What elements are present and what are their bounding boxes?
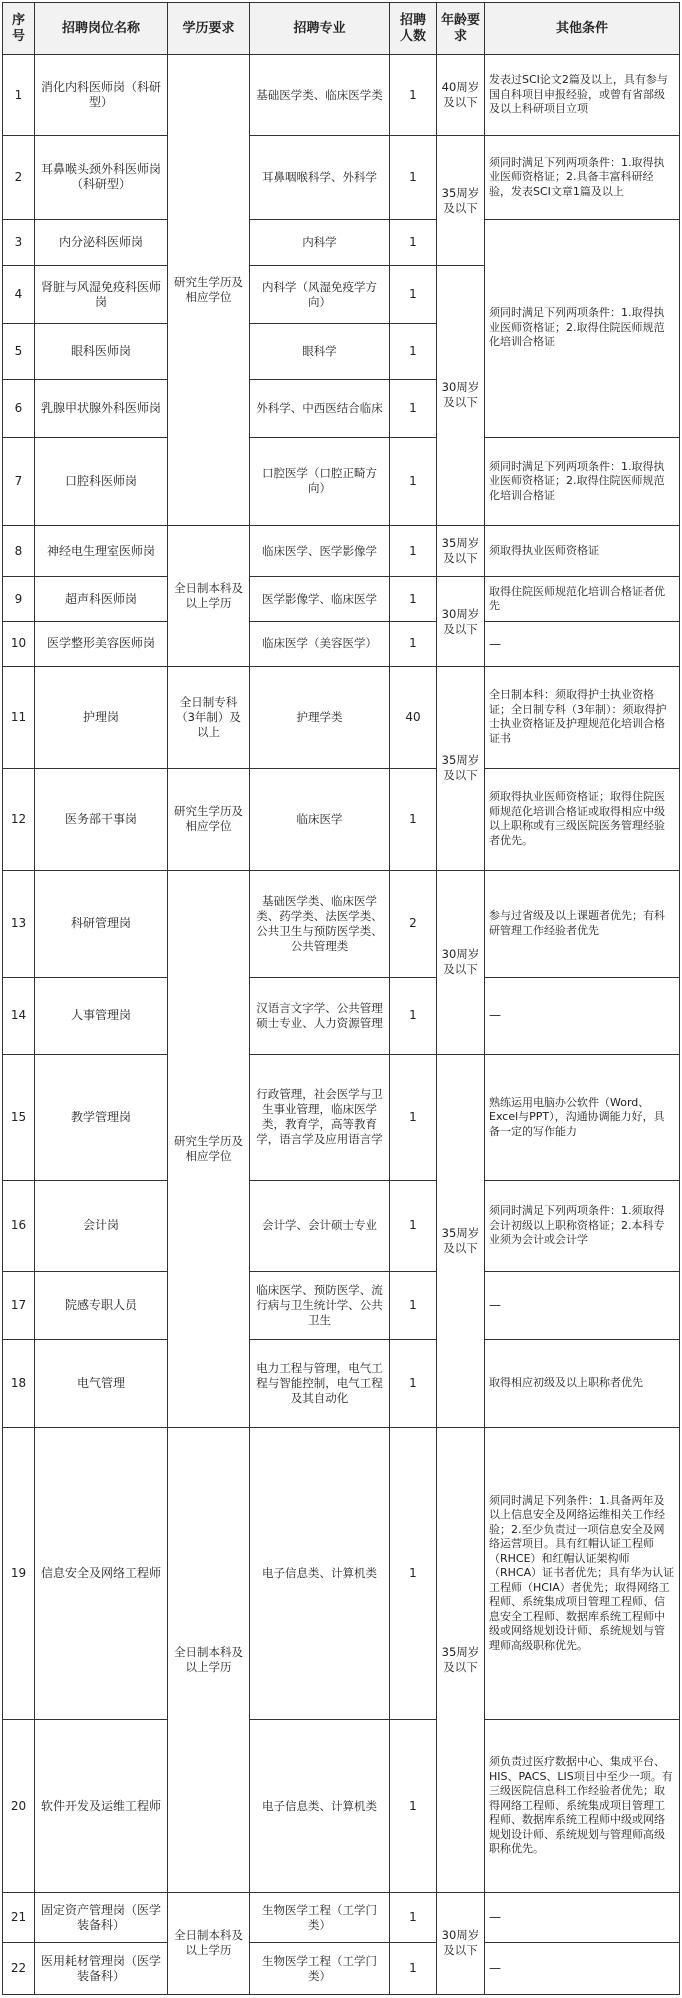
row-no: 13 (3, 870, 35, 977)
row-position: 护理岗 (35, 666, 168, 768)
row-position: 口腔科医师岗 (35, 437, 168, 525)
row-no: 9 (3, 577, 35, 621)
row-other: 须同时满足下列两项条件：1.取得执业医师资格证；2.取得住院医师规范化培训合格证 (485, 437, 680, 525)
row-major: 内科学（风湿免疫学方向） (250, 265, 390, 324)
row-count: 1 (390, 55, 437, 136)
row-major: 生物医学工程（工学门类） (250, 1892, 390, 1942)
row-position: 超声科医师岗 (35, 577, 168, 621)
row-major: 内科学 (250, 219, 390, 265)
row-count: 1 (390, 1720, 437, 1893)
row-age: 35周岁及以下 (437, 1428, 485, 1893)
row-count: 1 (390, 219, 437, 265)
row-major: 眼科学 (250, 324, 390, 380)
row-position: 肾脏与风湿免疫科医师岗 (35, 265, 168, 324)
row-count: 1 (390, 1271, 437, 1339)
row-no: 8 (3, 526, 35, 577)
row-other: 参与过省级及以上课题者优先；有科研管理工作经验者优先 (485, 870, 680, 977)
row-other: 须取得执业医师资格证；取得住院医师规范化培训合格证或取得相应中级以上职称或有三级医院医务管理经验者优先。 (485, 768, 680, 870)
row-education: 全日制本科及以上学历 (168, 1892, 250, 1994)
row-age: 30周岁及以下 (437, 1892, 485, 1994)
row-no: 10 (3, 621, 35, 666)
header-age: 年龄要求 (437, 3, 485, 55)
row-age: 35周岁及以下 (437, 666, 485, 870)
header-count: 招聘人数 (390, 3, 437, 55)
row-no: 3 (3, 219, 35, 265)
row-count: 1 (390, 621, 437, 666)
row-position: 固定资产管理岗（医学装备科） (35, 1892, 168, 1942)
row-count: 1 (390, 265, 437, 324)
row-position: 信息安全及网络工程师 (35, 1428, 168, 1720)
row-no: 16 (3, 1181, 35, 1272)
row-major: 电子信息类、计算机类 (250, 1428, 390, 1720)
row-other: 须同时满足下列两项条件：1.取得执业医师资格证；2.具备丰富科研经验，发表SCI文章1篇及以上 (485, 136, 680, 219)
row-count: 40 (390, 666, 437, 768)
row-other: — (485, 977, 680, 1054)
row-count: 1 (390, 1054, 437, 1181)
row-count: 2 (390, 870, 437, 977)
row-other: 全日制本科：须取得护士执业资格证；全日制专科（3年制）：须取得护士执业资格证及护理规范化培训合格证书 (485, 666, 680, 768)
row-age: 30周岁及以下 (437, 265, 485, 525)
row-position: 神经电生理室医师岗 (35, 526, 168, 577)
row-position: 耳鼻喉头颈外科医师岗（科研型） (35, 136, 168, 219)
row-other: 须同时满足下列条件：1.具备两年及以上信息安全及网络运维相关工作经验；2.至少负责过一项信息安全及网络运营项目。具有红帽认证工程师（RHCE）和红帽认证架构师（RHCA）证书者优先；具有华为认证工程师（HCIA）者优先；取得网络工程师、系统集成项目管理工程师、信息安全工程师、数据库系统工程师中级或网络规划设计师、系统规划与管理师高级职称优先。 (485, 1428, 680, 1720)
row-major: 行政管理，社会医学与卫生事业管理，临床医学类，教育学，高等教育学，语言学及应用语言学 (250, 1054, 390, 1181)
row-other: 须取得执业医师资格证 (485, 526, 680, 577)
row-other: 须负责过医疗数据中心、集成平台、HIS、PACS、LIS项目中至少一项。有三级医院信息科工作经验者优先；取得网络工程师、系统集成项目管理工程师、数据库系统工程师中级或网络规划设计师、系统规划与管理师高级职称优先。 (485, 1720, 680, 1893)
row-other: 须同时满足下列两项条件：1.取得执业医师资格证；2.取得住院医师规范化培训合格证 (485, 219, 680, 437)
row-position: 医学整形美容医师岗 (35, 621, 168, 666)
table-row (3, 621, 680, 666)
row-count: 1 (390, 526, 437, 577)
row-age: 35周岁及以下 (437, 136, 485, 266)
row-position: 会计岗 (35, 1181, 168, 1272)
row-education: 全日制本科及以上学历 (168, 1428, 250, 1893)
row-major: 会计学、会计硕士专业 (250, 1181, 390, 1272)
row-position: 乳腺甲状腺外科医师岗 (35, 380, 168, 438)
row-major: 临床医学 (250, 768, 390, 870)
table-row (3, 768, 680, 870)
table-row (3, 1181, 680, 1272)
row-count: 1 (390, 977, 437, 1054)
row-major: 生物医学工程（工学门类） (250, 1943, 390, 1995)
row-other: — (485, 1943, 680, 1995)
row-position: 院感专职人员 (35, 1271, 168, 1339)
row-age: 30周岁及以下 (437, 577, 485, 666)
header-other: 其他条件 (485, 3, 680, 55)
table-row (3, 219, 680, 265)
row-education: 研究生学历及相应学位 (168, 55, 250, 526)
recruitment-table (2, 2, 680, 1995)
row-no: 17 (3, 1271, 35, 1339)
row-position: 内分泌科医师岗 (35, 219, 168, 265)
table-row (3, 526, 680, 577)
row-education: 全日制专科（3年制）及以上 (168, 666, 250, 768)
row-position: 医务部干事岗 (35, 768, 168, 870)
row-other: — (485, 1271, 680, 1339)
table-row (3, 977, 680, 1054)
row-major: 基础医学类、临床医学类 (250, 55, 390, 136)
table-row (3, 437, 680, 525)
row-no: 5 (3, 324, 35, 380)
row-major: 电子信息类、计算机类 (250, 1720, 390, 1893)
row-major: 临床医学（美容医学） (250, 621, 390, 666)
row-major: 外科学、中西医结合临床 (250, 380, 390, 438)
row-position: 软件开发及运维工程师 (35, 1720, 168, 1893)
table-row (3, 666, 680, 768)
row-position: 消化内科医师岗（科研型） (35, 55, 168, 136)
row-no: 19 (3, 1428, 35, 1720)
row-no: 7 (3, 437, 35, 525)
row-age: 35周岁及以下 (437, 526, 485, 577)
row-count: 1 (390, 1339, 437, 1427)
row-count: 1 (390, 577, 437, 621)
table-row (3, 1428, 680, 1720)
row-no: 21 (3, 1892, 35, 1942)
header-no: 序号 (3, 3, 35, 55)
row-no: 20 (3, 1720, 35, 1893)
row-other: 取得住院医师规范化培训合格证者优先 (485, 577, 680, 621)
row-major: 临床医学、预防医学、流行病与卫生统计学、公共卫生 (250, 1271, 390, 1339)
table-row (3, 1054, 680, 1181)
row-position: 科研管理岗 (35, 870, 168, 977)
row-major: 汉语言文字学、公共管理硕士专业、人力资源管理 (250, 977, 390, 1054)
table-row (3, 1271, 680, 1339)
row-education: 研究生学历及相应学位 (168, 768, 250, 870)
row-no: 4 (3, 265, 35, 324)
row-count: 1 (390, 1428, 437, 1720)
row-major: 医学影像学、临床医学 (250, 577, 390, 621)
row-count: 1 (390, 324, 437, 380)
row-major: 口腔医学（口腔正畸方向） (250, 437, 390, 525)
row-count: 1 (390, 1943, 437, 1995)
row-count: 1 (390, 380, 437, 438)
row-count: 1 (390, 136, 437, 219)
row-count: 1 (390, 768, 437, 870)
row-age: 35周岁及以下 (437, 1054, 485, 1427)
row-other: — (485, 1892, 680, 1942)
table-row (3, 55, 680, 136)
table-header-row (3, 3, 680, 55)
row-count: 1 (390, 1181, 437, 1272)
header-major: 招聘专业 (250, 3, 390, 55)
row-no: 1 (3, 55, 35, 136)
row-other: — (485, 621, 680, 666)
row-no: 15 (3, 1054, 35, 1181)
row-major: 耳鼻咽喉科学、外科学 (250, 136, 390, 219)
row-count: 1 (390, 437, 437, 525)
row-position: 电气管理 (35, 1339, 168, 1427)
row-no: 2 (3, 136, 35, 219)
row-education: 研究生学历及相应学位 (168, 870, 250, 1427)
row-no: 11 (3, 666, 35, 768)
table-row (3, 1943, 680, 1995)
table-row (3, 870, 680, 977)
header-position: 招聘岗位名称 (35, 3, 168, 55)
row-major: 护理学类 (250, 666, 390, 768)
table-row (3, 1892, 680, 1942)
row-no: 6 (3, 380, 35, 438)
row-education: 全日制本科及以上学历 (168, 526, 250, 667)
table-row (3, 1339, 680, 1427)
row-other: 取得相应初级及以上职称者优先 (485, 1339, 680, 1427)
row-no: 18 (3, 1339, 35, 1427)
row-position: 人事管理岗 (35, 977, 168, 1054)
row-age: 30周岁及以下 (437, 870, 485, 1054)
row-position: 医用耗材管理岗（医学装备科） (35, 1943, 168, 1995)
row-position: 眼科医师岗 (35, 324, 168, 380)
table-row (3, 1720, 680, 1893)
row-no: 12 (3, 768, 35, 870)
row-major: 电力工程与管理，电气工程与智能控制，电气工程及其自动化 (250, 1339, 390, 1427)
row-count: 1 (390, 1892, 437, 1942)
row-major: 基础医学类、临床医学类、药学类、法医学类、公共卫生与预防医学类、公共管理类 (250, 870, 390, 977)
row-major: 临床医学、医学影像学 (250, 526, 390, 577)
row-age: 40周岁及以下 (437, 55, 485, 136)
table-row (3, 577, 680, 621)
row-other: 须同时满足下列两项条件：1.须取得会计初级以上职称资格证；2.本科专业须为会计或会计学 (485, 1181, 680, 1272)
row-other: 熟练运用电脑办公软件（Word、Excel与PPT），沟通协调能力好，具备一定的写作能力 (485, 1054, 680, 1181)
table-row (3, 136, 680, 219)
header-education: 学历要求 (168, 3, 250, 55)
row-position: 教学管理岗 (35, 1054, 168, 1181)
row-no: 22 (3, 1943, 35, 1995)
row-no: 14 (3, 977, 35, 1054)
row-other: 发表过SCI论文2篇及以上，具有参与国自科项目申报经验，或曾有省部级及以上科研项目立项 (485, 55, 680, 136)
